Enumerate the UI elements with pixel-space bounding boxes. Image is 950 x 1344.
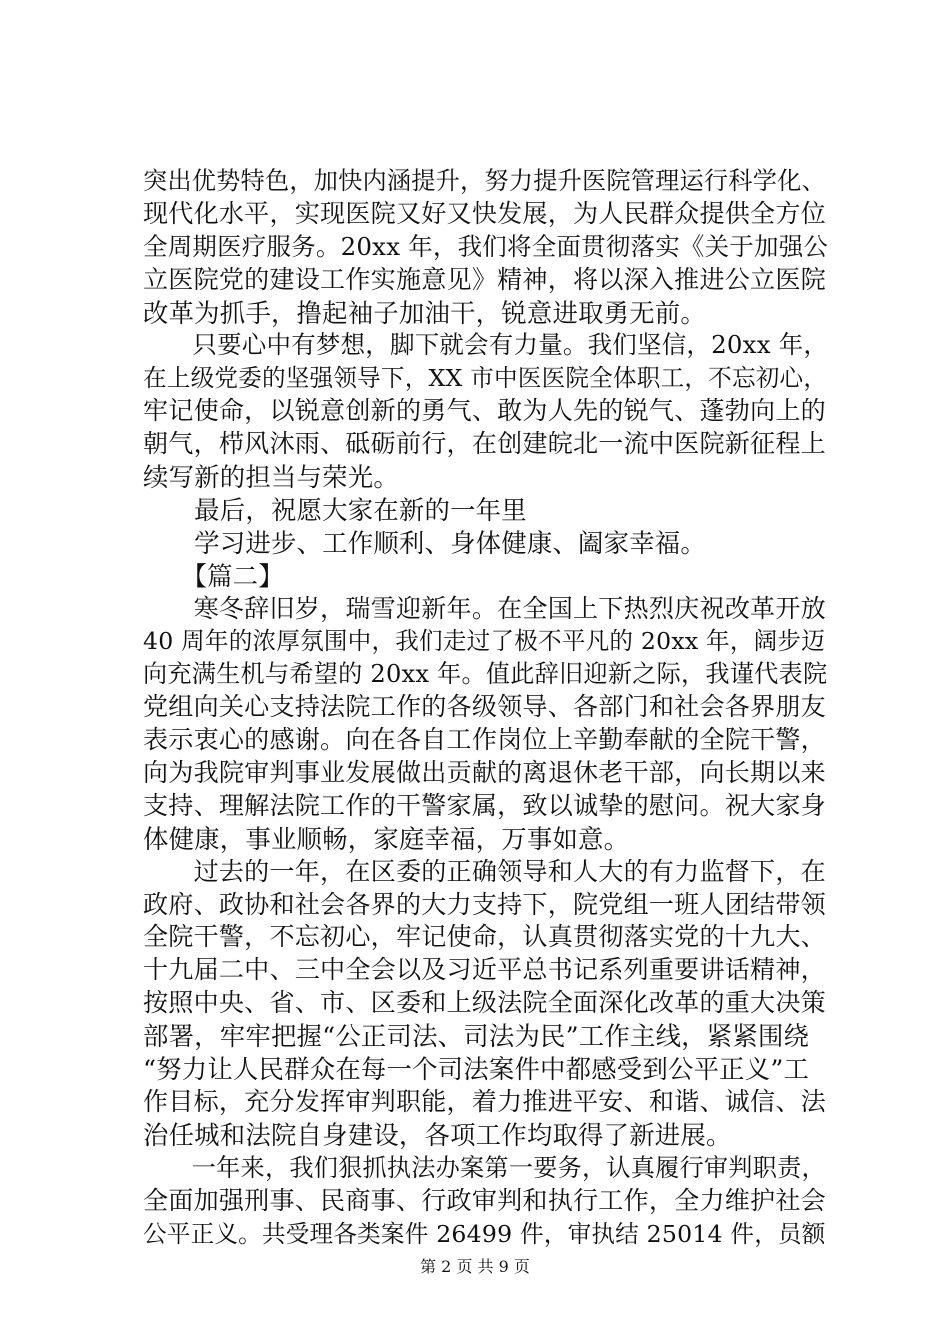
text-line: 40 周年的浓厚氛围中，我们走过了极不平凡的 20xx 年，阔步迈 <box>143 627 826 656</box>
text-line: 按照中央、省、市、区委和上级法院全面深化改革的重大决策 <box>143 988 826 1018</box>
text-line: 表示衷心的感谢。向在各自工作岗位上辛勤奉献的全院干警， <box>143 725 826 755</box>
text-line: 寒冬辞旧岁，瑞雪迎新年。在全国上下热烈庆祝改革开放 <box>143 593 826 623</box>
text-line: 作目标，充分发挥审判职能，着力推进平安、和谐、诚信、法 <box>143 1086 826 1116</box>
text-line: 政府、政协和社会各界的大力支持下，院党组一班人团结带领 <box>143 889 826 919</box>
text-line: 十九届二中、三中全会以及习近平总书记系列重要讲话精神， <box>143 955 826 985</box>
text-line: 只要心中有梦想，脚下就会有力量。我们坚信，20xx 年， <box>143 330 829 360</box>
text-line: 立医院党的建设工作实施意见》精神，将以深入推进公立医院 <box>143 264 826 294</box>
text-line: 牢记使命，以锐意创新的勇气、敢为人先的锐气、蓬勃向上的 <box>143 396 826 426</box>
text-line: 党组向关心支持法院工作的各级领导、各部门和社会各界朋友 <box>143 692 826 722</box>
text-line: 向为我院审判事业发展做出贡献的离退休老干部，向长期以来 <box>143 758 826 788</box>
text-line: 现代化水平，实现医院又好又快发展，为人民群众提供全方位 <box>143 198 826 228</box>
text-line: 一年来，我们狠抓执法办案第一要务，认真履行审判职责， <box>143 1153 826 1182</box>
text-line: 过去的一年，在区委的正确领导和人大的有力监督下，在 <box>143 856 826 886</box>
text-line: 学习进步、工作顺利、身体健康、阖家幸福。 <box>143 527 706 558</box>
text-line: 支持、理解法院工作的干警家属，致以诚挚的慰问。祝大家身 <box>143 790 826 820</box>
text-line: 朝气，栉风沐雨、砥砺前行，在创建皖北一流中医院新征程上 <box>143 429 826 459</box>
text-line: 改革为抓手，撸起袖子加油干，锐意进取勇无前。 <box>143 297 706 328</box>
page-footer: 第 2 页 共 9 页 <box>420 1257 530 1276</box>
text-line: 在上级党委的坚强领导下，XX 市中医医院全体职工，不忘初心， <box>143 364 828 393</box>
text-line: 公平正义。共受理各类案件 26499 件，审执结 25014 件，员额 <box>143 1219 826 1248</box>
document-body <box>143 165 833 1250</box>
text-line: 全面加强刑事、民商事、行政审判和执行工作，全力维护社会 <box>143 1185 826 1215</box>
text-line: 全周期医疗服务。20xx 年，我们将全面贯彻落实《关于加强公 <box>143 231 829 261</box>
text-line: 全院干警，不忘初心，牢记使命，认真贯彻落实党的十九大、 <box>143 922 826 952</box>
text-line: 突出优势特色，加快内涵提升，努力提升医院管理运行科学化、 <box>143 167 826 195</box>
text-line: 部署，牢牢把握“公正司法、司法为民”工作主线，紧紧围绕 <box>143 1021 810 1052</box>
text-line: 体健康，事业顺畅，家庭幸福，万事如意。 <box>143 823 630 854</box>
text-line: 续写新的担当与荣光。 <box>143 462 399 493</box>
text-line: “努力让人民群众在每一个司法案件中都感受到公平正义”工 <box>143 1054 810 1085</box>
text-line: 最后，祝愿大家在新的一年里 <box>143 494 527 525</box>
text-line: 治任城和法院自身建设，各项工作均取得了新进展。 <box>143 1119 732 1150</box>
text-line: 向充满生机与希望的 20xx 年。值此辞旧迎新之际，我谨代表院 <box>143 660 828 689</box>
text-line: 【篇二】 <box>143 560 284 591</box>
